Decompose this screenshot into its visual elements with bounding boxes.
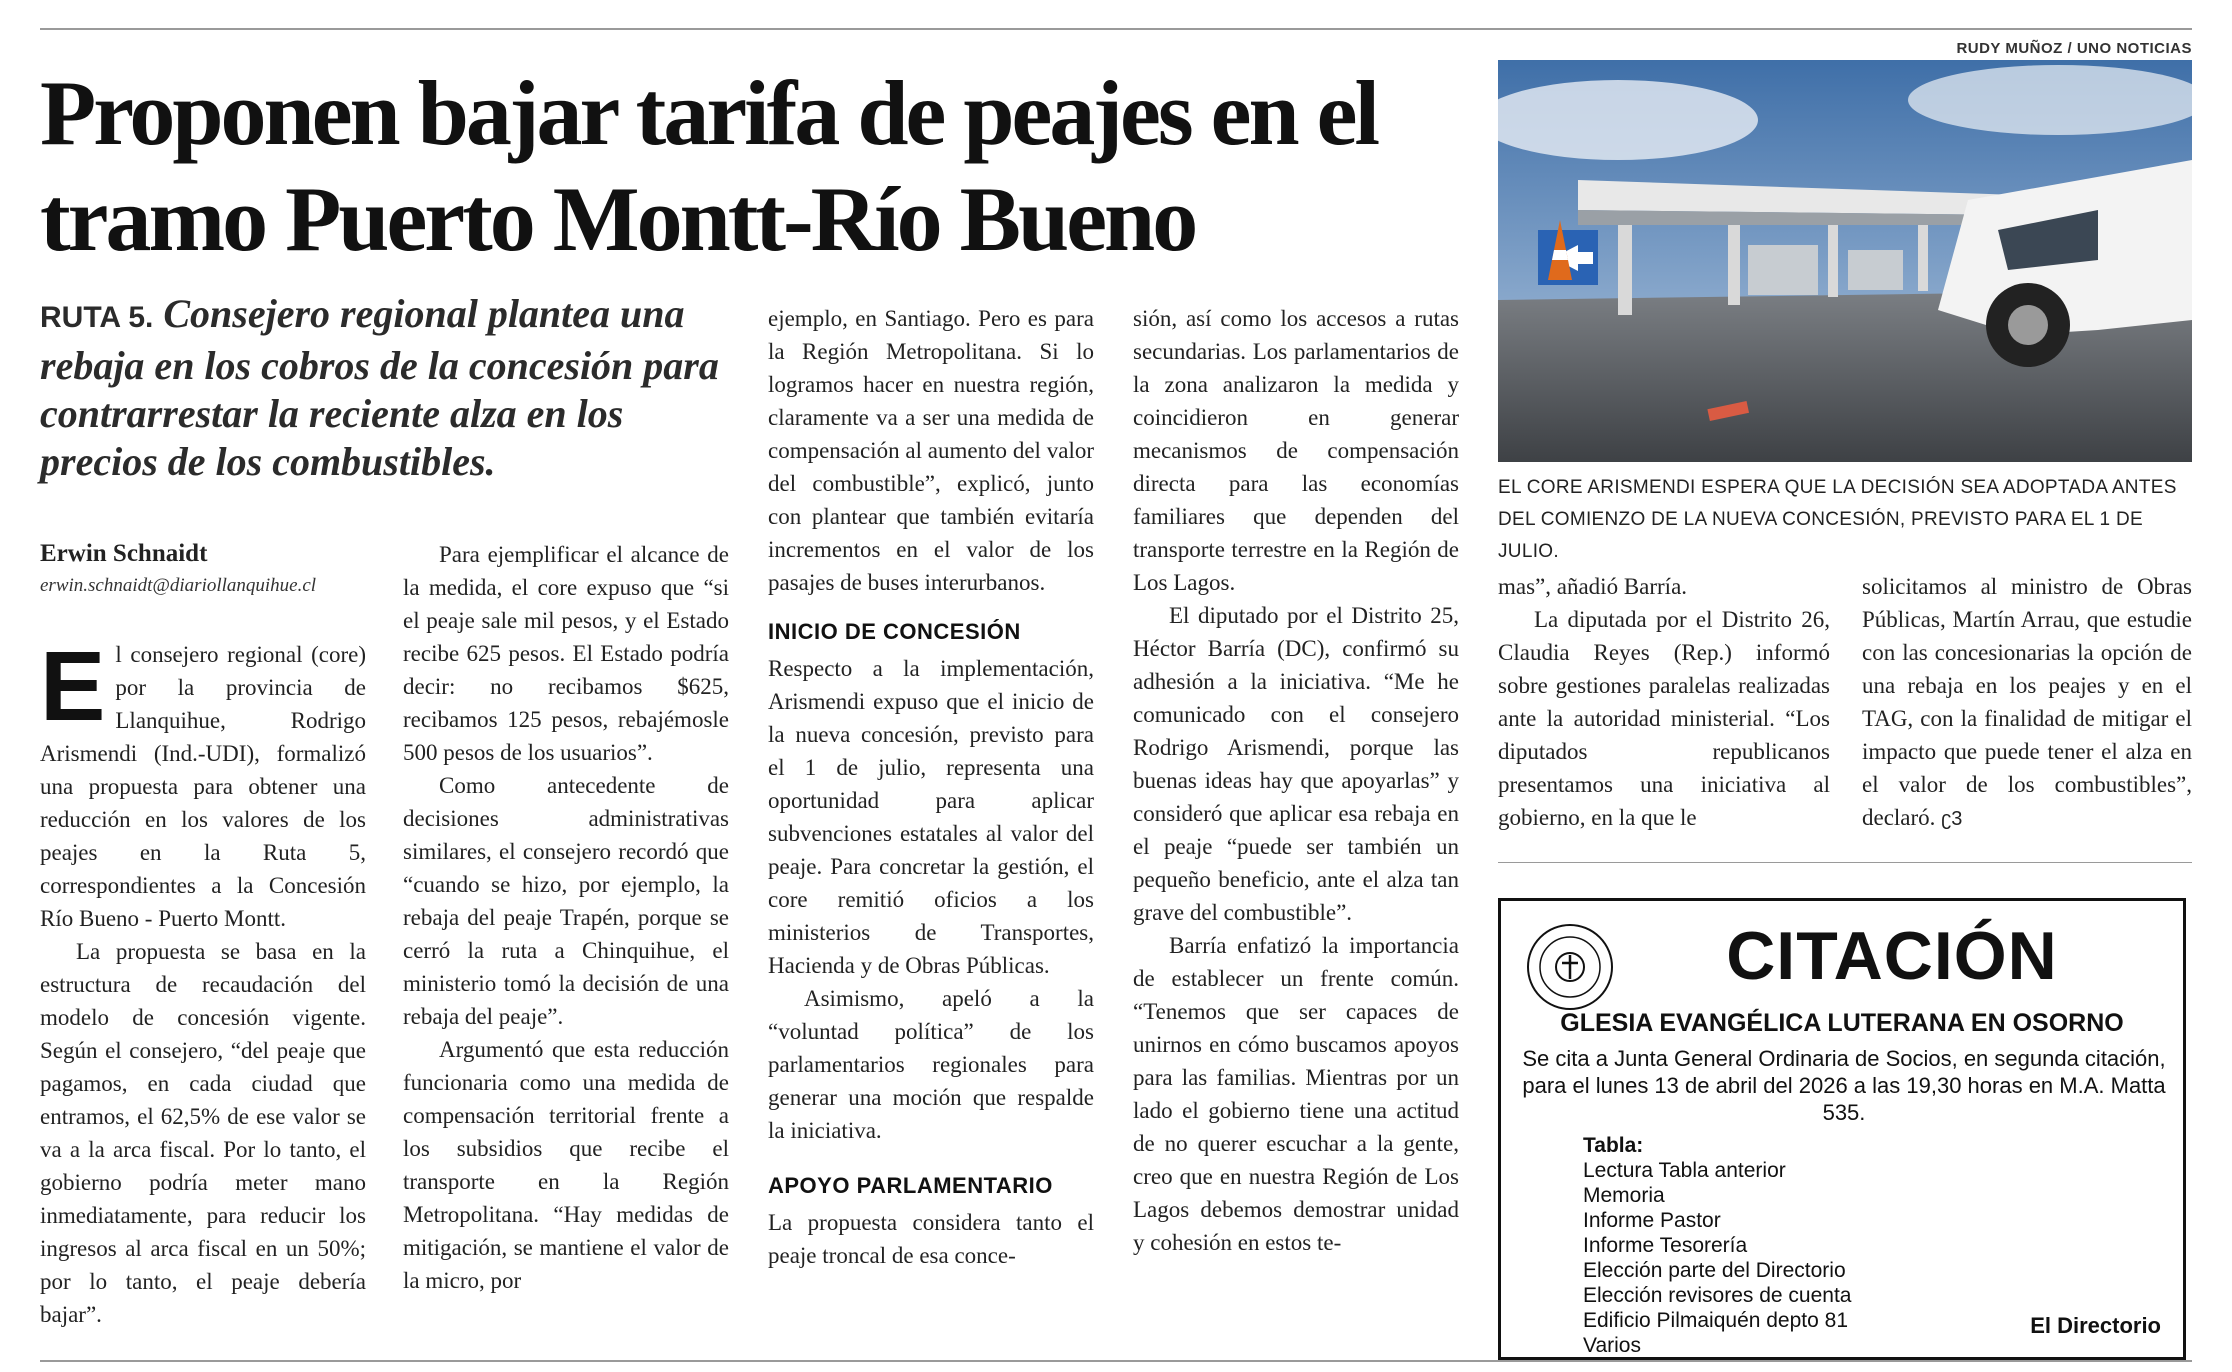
- top-rule: [40, 28, 2192, 30]
- paragraph: Respecto a la implementación, Arismendi expuso que el inicio de la nueva concesión, previsto para el 1 de julio, representa una oportunidad para aplicar subvenciones estatales al valor del peaje. Para concretar la gestión, el core remitió oficios a los ministerios de Transportes, Hacienda y de Obras Públicas.: [768, 656, 1094, 978]
- paragraph: El consejero regional (core) por la provincia de Llanquihue, Rodrigo Arismendi (Ind.-UDI), formalizó una propuesta para obtener una reducción en los valores de los peajes en la Ruta 5, correspondientes a la Concesión Río Bueno - Puerto Montt.: [40, 631, 366, 931]
- dropcap: E: [40, 631, 106, 741]
- ad-organization: GLESIA EVANGÉLICA LUTERANA EN OSORNO: [1560, 1009, 2124, 1037]
- byline-email[interactable]: erwin.schnaidt@diariollanquihue.cl: [40, 575, 317, 596]
- photo-caption: EL CORE ARISMENDI ESPERA QUE LA DECISIÓN SEA ADOPTADA ANTES DEL COMIENZO DE LA NUEVA CONCESIÓN, PREVISTO PARA EL 1 DE JULIO.: [1498, 477, 2177, 562]
- article-column-4: [1133, 302, 1459, 1259]
- toll-plaza-photo: [1498, 60, 2192, 462]
- byline-author: Erwin Schnaidt: [40, 540, 208, 567]
- paragraph: sión, así como los accesos a rutas secundarias. Los parlamentarios de la zona analizaron la medida y coincidieron en generar mecanismos de compensación directa para las economías familiares que dependen del transporte terrestre en la Región de Los Lagos.: [1133, 306, 1459, 595]
- article-column-2: [403, 538, 729, 1297]
- agenda-item: Memoria: [1583, 1184, 1665, 1207]
- paragraph: mas”, añadió Barría.: [1498, 574, 1688, 599]
- article-column-5: [1498, 570, 1830, 834]
- ad-agenda: [1583, 1133, 1851, 1358]
- agenda-item: Lectura Tabla anterior: [1583, 1159, 1786, 1182]
- paragraph: El diputado por el Distrito 25, Héctor Barría (DC), confirmó su adhesión a la iniciativa. “Me he comunicado con el consejero Rodrigo Arismendi, porque las buenas ideas hay que apoyarlas” y consideró que aplicar esa rebaja en el peaje “puede ser también un pequeño beneficio, ante el alza tan grave del combustible”.: [1133, 603, 1459, 925]
- subhead-apoyo: APOYO PARLAMENTARIO: [768, 1173, 1053, 1198]
- paragraph: La diputada por el Distrito 26, Claudia Reyes (Rep.) informó sobre gestiones paralelas realizadas ante la autoridad ministerial. “Los diputados republicanos presentamos una iniciativa al gobierno, en la que le: [1498, 607, 1830, 830]
- paragraph: solicitamos al ministro de Obras Públicas, Martín Arrau, que estudie con las concesionarias la opción de una rebaja en los peajes y en el TAG, con la finalidad de mitigar el impacto que puede tener el alza en el valor de los combustibles”, declaró. ʗ3: [1862, 574, 2192, 830]
- ad-title: CITACIÓN: [1726, 918, 2058, 994]
- paragraph: Asimismo, apeló a la “voluntad política” de los parlamentarios regionales para generar una moción que respalde la iniciativa.: [768, 986, 1094, 1143]
- end-mark-icon: ʗ3: [1941, 808, 1963, 830]
- agenda-item: Edificio Pilmaiquén depto 81: [1583, 1309, 1849, 1332]
- paragraph: Argumentó que esta reducción funcionaria como una medida de compensación territorial frente a los subsidios que recibe el transporte en la Región Metropolitana. “Hay medidas de mitigación, se mantiene el valor de la micro, por: [403, 1037, 729, 1293]
- deck-text: Consejero regional plantea una rebaja en los cobros de la concesión para contrarrestar la reciente alza en los precios de los combustibles.: [40, 291, 719, 484]
- divider: [1498, 862, 2192, 863]
- paragraph: Barría enfatizó la importancia de establecer un frente común. “Tenemos que ser capaces de unirnos en cómo buscamos apoyos para las familias. Mientras por un lado el gobierno tiene una actitud de no querer escuchar a la gente, creo que en nuestra Región de Los Lagos debemos demostrar unidad y cohesión en estos te-: [1133, 933, 1459, 1255]
- citacion-ad: [1498, 898, 2186, 1360]
- article-column-6: [1862, 570, 2192, 836]
- agenda-item: Informe Tesorería: [1583, 1234, 1748, 1257]
- paragraph: Como antecedente de decisiones administrativas similares, el consejero recordó que “cuando se hizo, por ejemplo, la rebaja del peaje Trapén, porque se cerró la ruta a Chinquihue, el ministerio tomó la decisión de una rebaja del peaje”.: [403, 773, 729, 1029]
- agenda-item: Elección parte del Directorio: [1583, 1259, 1846, 1282]
- paragraph: La propuesta se basa en la estructura de recaudación del modelo de concesión vigente. Según el consejero, “del peaje que pagamos, en cada ciudad que entramos, el 62,5% de ese valor se va a la arca fiscal. Por lo tanto, el gobierno podría meter mano inmediatamente, para reducir los ingresos al arca fiscal en un 50%; por lo tanto, el peaje debería bajar”.: [40, 939, 366, 1327]
- ad-signature: El Directorio: [2030, 1313, 2161, 1338]
- bottom-rule: [40, 1360, 2192, 1362]
- subhead-inicio: INICIO DE CONCESIÓN: [768, 619, 1021, 644]
- agenda-label: Tabla:: [1583, 1134, 1644, 1157]
- deck: [40, 290, 730, 486]
- article-column-1: [40, 631, 366, 1331]
- agenda-item: Elección revisores de cuenta: [1583, 1284, 1852, 1307]
- paragraph: La propuesta considera tanto el peaje troncal de esa conce-: [768, 1210, 1094, 1268]
- agenda-item: Varios: [1583, 1334, 1641, 1357]
- ad-body: Se cita a Junta General Ordinaria de Socios, en segunda citación, para el lunes 13 de abril del 2026 a las 19,30 horas en M.A. Matta 535.: [1522, 1046, 2166, 1125]
- article-column-3: [768, 302, 1094, 1272]
- headline: Proponen bajar tarifa de peajes en el tramo Puerto Montt-Río Bueno: [40, 62, 1378, 270]
- photo-illustration: [1498, 60, 2192, 462]
- photo-credit: RUDY MUÑOZ / UNO NOTICIAS: [1956, 40, 2192, 57]
- paragraph: Para ejemplificar el alcance de la medida, el core expuso que “si el peaje sale mil pesos, y el Estado recibe 625 pesos. El Estado podría decir: no recibamos $625, recibamos 125 pesos, rebajémosle 500 pesos de los usuarios”.: [403, 542, 729, 765]
- paragraph: ejemplo, en Santiago. Pero es para la Región Metropolitana. Si lo logramos hacer en nuestra región, claramente va a ser una medida de compensación al aumento del valor del combustible”, explicó, junto con plantear que también evitaría incrementos en el valor de los pasajes de buses interurbanos.: [768, 306, 1094, 595]
- agenda-item: Informe Pastor: [1583, 1209, 1721, 1232]
- deck-kicker: RUTA 5.: [40, 301, 154, 334]
